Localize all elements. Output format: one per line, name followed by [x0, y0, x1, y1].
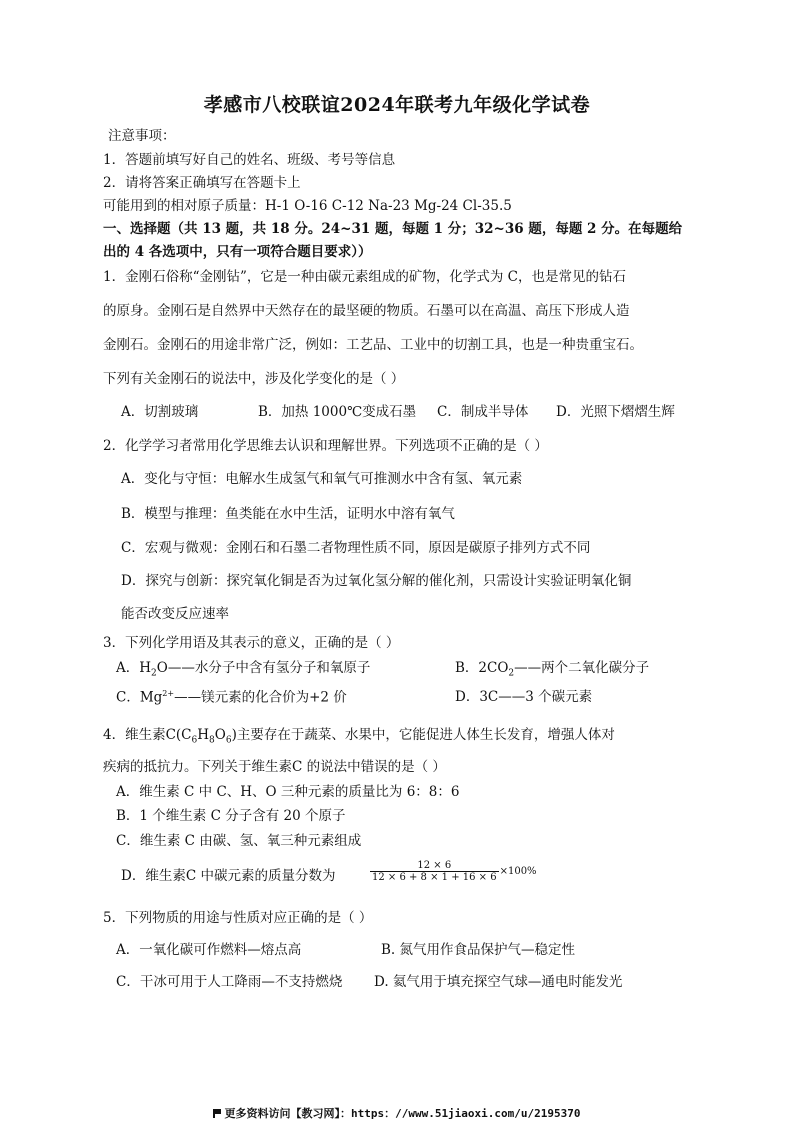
q5-option-b: B. 氮气用作食品保护气—稳定性: [381, 942, 576, 958]
fraction-denominator: 12 × 6 + 8 × 1 + 16 × 6: [372, 872, 497, 883]
q1-stem-line1: 1．金刚石俗称“金刚钻”，它是一种由碳元素组成的矿物，化学式为 C，也是常见的钻石: [103, 269, 627, 285]
q3-option-a: A．$H_2O——$水分子中含有氢分子和氧原子: [116, 660, 371, 679]
q3-stem: 3．下列化学用语及其表示的意义，正确的是（ ）: [103, 635, 400, 651]
q3-option-d: D．3C——3 个碳元素: [455, 689, 593, 705]
page-title: 孝感市八校联谊2024年联考九年级化学试卷: [203, 94, 591, 116]
atomic-mass-line: 可能用到的相对原子质量：H-1 O-16 C-12 Na-23 Mg-24 Cl-35.5: [103, 198, 512, 214]
q1-stem-line4: 下列有关金刚石的说法中，涉及化学变化的是（ ）: [103, 371, 405, 387]
q1-stem-line2: 的原身。金刚石是自然界中天然存在的最坚硬的物质。石墨可以在高温、高压下形成人造: [103, 303, 630, 319]
q3-option-b: B．$2CO_2——$两个二氧化碳分子: [455, 660, 650, 679]
mass-fraction-formula: [370, 860, 537, 883]
q2-option-c: C．宏观与微观：金刚石和石墨二者物理性质不同，原因是碳原子排列方式不同: [121, 540, 591, 556]
q4-option-a: A．维生素 C 中 C、H、O 三种元素的质量比为 6：8：6: [116, 784, 460, 800]
q2-option-d-line2: 能否改变反应速率: [121, 606, 229, 622]
q2-stem: 2．化学学习者常用化学思维去认识和理解世界。下列选项不正确的是（ ）: [103, 438, 548, 454]
notice-heading: 注意事项：: [108, 128, 176, 144]
q4-option-d: D．维生素C 中碳元素的质量分数为: [121, 868, 336, 884]
q2-option-d-line1: D．探究与创新：探究氧化铜是否为过氧化氢分解的催化剂，只需设计实验证明氧化铜: [121, 573, 632, 589]
q1-stem-line3: 金刚石。金刚石的用途非常广泛，例如：工艺品、工业中的切割工具，也是一种贵重宝石。: [103, 337, 643, 353]
section1-heading-line1: 一、选择题（共 13 题，共 18 分。24~31 题，每题 1 分；32~36 题，每题 2 分。在每题给: [103, 221, 683, 237]
q1-option-b: B．加热 1000℃变成石墨: [258, 404, 417, 420]
footer-link[interactable]: [0, 1105, 794, 1121]
q1-option-a: A．切割玻璃: [121, 404, 199, 420]
q4-option-b: B．1 个维生素 C 分子含有 20 个原子: [116, 808, 346, 824]
footer-text: 更多资料访问【教习网】：https：//www.51jiaoxi.com/u/2195370: [224, 1107, 581, 1120]
q4-option-c: C．维生素 C 由碳、氢、氧三种元素组成: [116, 833, 362, 849]
q2-option-a: A．变化与守恒：电解水生成氢气和氧气可推测水中含有氢、氧元素: [121, 471, 523, 487]
section1-heading-line2: 出的 4 各选项中，只有一项符合题目要求））: [103, 244, 372, 260]
fraction-numerator: 12 × 6: [417, 860, 452, 871]
q3-option-c: C．$Mg^{2+}——$镁元素的化合价为+2 价: [116, 689, 347, 706]
flag-icon: [213, 1109, 220, 1118]
q5-stem: 5．下列物质的用途与性质对应正确的是（ ）: [103, 910, 373, 926]
q1-option-c: C．制成半导体: [437, 404, 529, 420]
q5-option-d: D. 氦气用于填充探空气球—通电时能发光: [374, 974, 623, 990]
q5-option-a: A．一氧化碳可作燃料—熔点高: [116, 942, 302, 958]
q5-option-c: C．干冰可用于人工降雨—不支持燃烧: [116, 974, 343, 990]
q1-option-d: D．光照下熠熠生辉: [556, 404, 675, 420]
notice-item-2: 2．请将答案正确填写在答题卡上: [103, 175, 301, 191]
fraction-percent: ×100%: [499, 866, 537, 877]
q4-stem-line2: 疾病的抵抗力。下列关于维生素C 的说法中错误的是（ ）: [103, 759, 446, 775]
notice-item-1: 1．答题前填写好自己的姓名、班级、考号等信息: [103, 152, 396, 168]
q4-stem-line1: 4．维生素$C(C_6H_8O_6)$主要存在于蔬菜、水果中，它能促进人体生长发育，增强人体对: [103, 727, 615, 746]
q2-option-b: B．模型与推理：鱼类能在水中生活，证明水中溶有氧气: [121, 506, 455, 522]
